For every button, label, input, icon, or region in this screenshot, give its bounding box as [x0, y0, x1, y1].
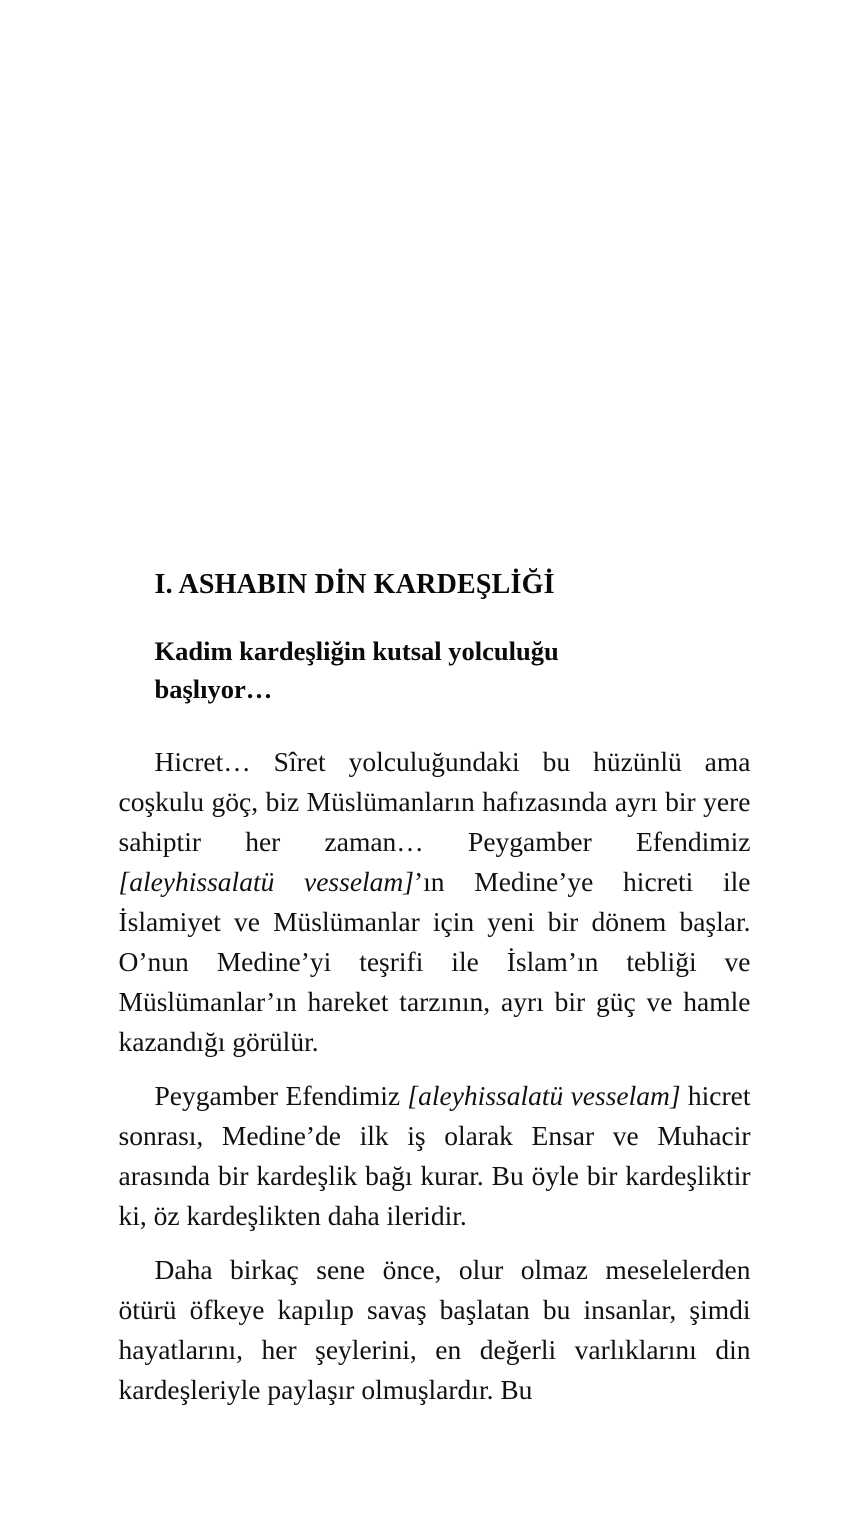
- chapter-heading: I. ASHABIN DİN KARDEŞLİĞİ: [154, 569, 555, 600]
- text-run: Peygamber Efendimiz: [154, 1080, 408, 1111]
- text-run: hicret sonrası, Medine’de ilk iş olarak Ensar ve Muhacir arasında bir kardeşlik bağı kurar. Bu öyle bir kardeşliktir ki, öz kardeşlikten daha ileridir.: [118, 1080, 751, 1231]
- honorific-phrase: [aleyhissalatü vesselam]: [118, 866, 414, 897]
- paragraph-1: [119, 742, 751, 1062]
- top-margin-spacer: [0, 0, 867, 568]
- paragraph-3: [119, 1250, 751, 1410]
- sub-heading: Kadim kardeşliğin kutsal yolculuğu başlıyor…: [154, 636, 559, 704]
- text-run: ’ın Medine’ye hicreti ile İslamiyet ve Müslümanlar için yeni bir dönem başlar. O’nun Medine’yi teşrifi ile İslam’ın tebliği ve Müslümanlar’ın hareket tarzının, ayrı bir güç ve hamle kazandığı görülür.: [118, 866, 751, 1057]
- text-run: Hicret… Sîret yolculuğundaki bu hüzünlü ama coşkulu göç, biz Müslümanların hafızasında ayrı bir yere sahiptir her zaman… Peygamber Efendimiz: [118, 746, 751, 857]
- text-run: Daha birkaç sene önce, olur olmaz meselelerden ötürü öfkeye kapılıp savaş başlatan bu insanlar, şimdi hayatlarını, her şeylerini, en değerli varlıklarını din kardeşleriyle paylaşır olmuşlardır. Bu: [118, 1254, 751, 1405]
- text-column: [117, 568, 751, 1410]
- honorific-phrase: [aleyhissalatü vesselam]: [407, 1080, 681, 1111]
- paragraph-list: [119, 742, 751, 1410]
- paragraph-2: [119, 1076, 751, 1236]
